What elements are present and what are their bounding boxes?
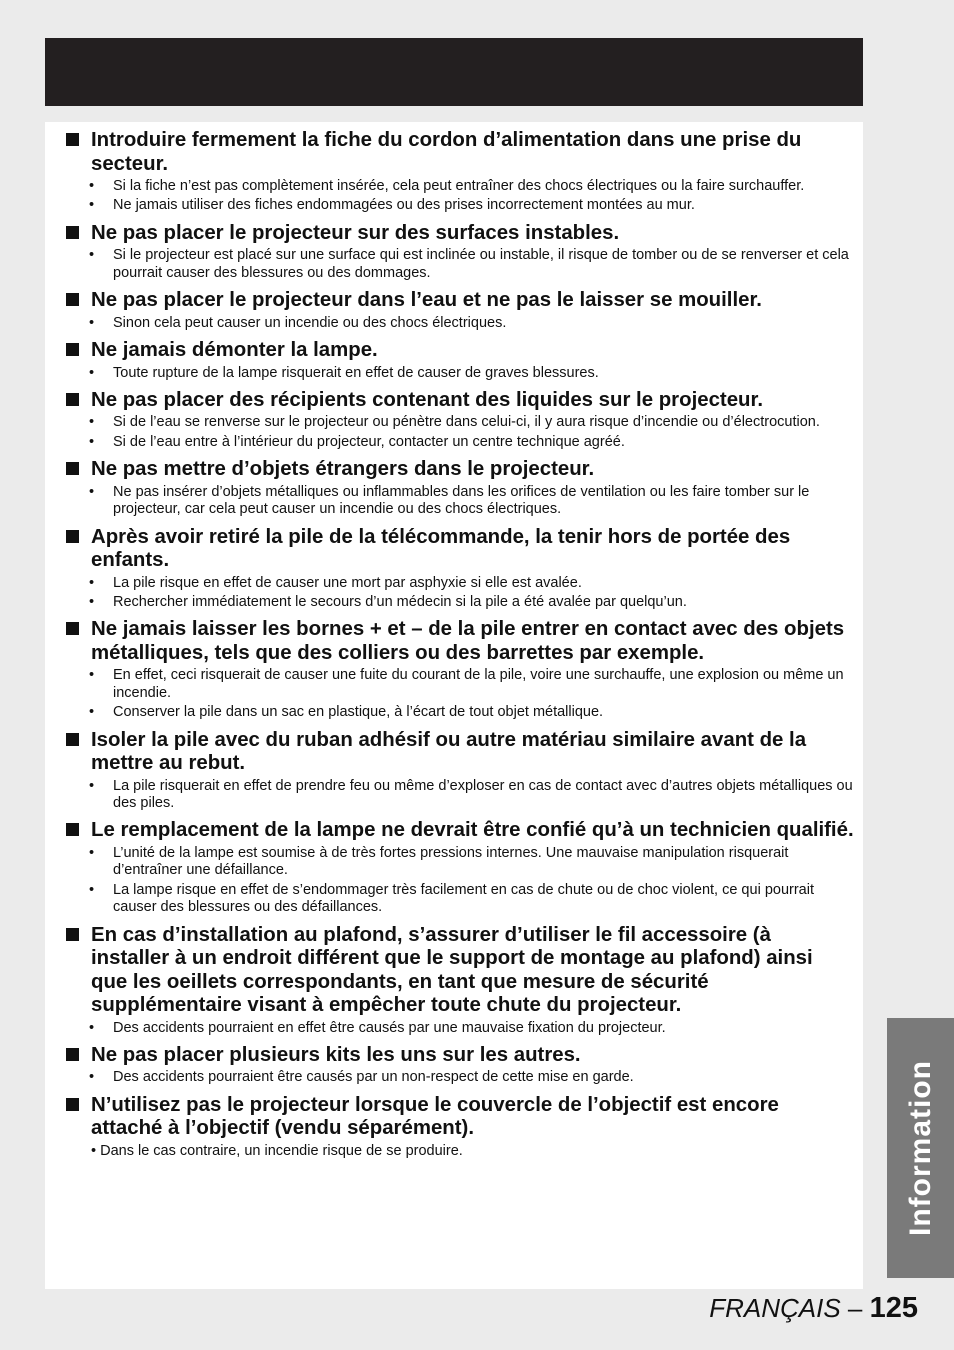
warning-section: [64, 819, 854, 916]
section-title: Le remplacement de la lampe ne devrait être confié qu’à un technicien qualifié.: [91, 819, 854, 842]
bullet-list: [64, 247, 854, 282]
bullet-item: [64, 778, 854, 813]
square-bullet-icon: [66, 393, 79, 406]
bullet-text: Ne jamais utiliser des fiches endommagées ou des prises incorrectement montées au mur.: [113, 197, 695, 214]
square-bullet-icon: [66, 823, 79, 836]
section-title: N’utilisez pas le projecteur lorsque le couvercle de l’objectif est encore attaché à l’objectif (vendu séparément).: [91, 1093, 779, 1140]
warning-section: [64, 924, 854, 1037]
bullet-text: Conserver la pile dans un sac en plastique, à l’écart de tout objet métallique.: [113, 704, 604, 721]
square-bullet-icon: [66, 928, 79, 941]
square-bullet-icon: [66, 530, 79, 543]
bullet-text: Rechercher immédiatement le secours d’un médecin si la pile a été avalée par quelqu’un.: [113, 593, 687, 610]
bullet-text: Si la fiche n’est pas complètement insérée, cela peut entraîner des chocs électriques ou la faire surchauffer.: [113, 178, 805, 194]
section-title: Ne jamais démonter la lampe.: [91, 339, 378, 362]
bullet-list: [64, 778, 854, 813]
bullet-text: Si le projecteur est placé sur une surface qui est inclinée ou instable, il risque de tomber ou de se renverser et cela pourrait causer des blessures ou des dommages.: [113, 247, 849, 281]
bullet-item: [64, 1069, 854, 1086]
bullet-item: [64, 845, 854, 880]
bullet-text: La lampe risque en effet de s’endommager très facilement en cas de chute ou de choc violent, ce qui pourrait causer des blessures ou des défaillances.: [113, 881, 814, 916]
section-title: Introduire fermement la fiche du cordon d’alimentation dans une prise du secteur.: [91, 129, 802, 175]
bullet-item: [64, 247, 854, 282]
bullet-dot-icon: •: [89, 247, 95, 264]
warning-section: [64, 729, 854, 813]
bullet-text: Ne pas insérer d’objets métalliques ou inflammables dans les orifices de ventilation ou les faire tomber sur le projecteur, car cela peut causer un incendie ou des chocs électriques.: [113, 483, 810, 518]
square-bullet-icon: [66, 1048, 79, 1061]
sections-list: [64, 129, 854, 1087]
section-title: Après avoir retiré la pile de la télécommande, la tenir hors de portée des enfants.: [91, 525, 791, 572]
square-bullet-icon: [66, 343, 79, 356]
warning-section: [64, 129, 854, 215]
bullet-list: [64, 1069, 854, 1086]
bullet-dot-icon: •: [89, 364, 95, 381]
bullet-list: [64, 365, 854, 382]
section-lens-cover: [64, 1094, 854, 1160]
bullet-list: [64, 575, 854, 612]
bullet-item: [64, 484, 854, 519]
bullet-dot-icon: •: [89, 844, 95, 861]
bullet-dot-icon: •: [89, 574, 95, 591]
section-title: Ne pas placer des récipients contenant des liquides sur le projecteur.: [91, 388, 763, 411]
bullet-text: Sinon cela peut causer un incendie ou des chocs électriques.: [113, 314, 507, 331]
bullet-dot-icon: •: [89, 777, 95, 794]
section-note: • Dans le cas contraire, un incendie risque de se produire.: [91, 1142, 463, 1159]
bullet-list: [64, 315, 854, 332]
bullet-text: Toute rupture de la lampe risquerait en effet de causer de graves blessures.: [113, 364, 599, 381]
bullet-dot-icon: •: [89, 178, 95, 194]
bullet-text: L’unité de la lampe est soumise à de très fortes pressions internes. Une mauvaise manipulation risquerait d’entraîner une défaillance.: [113, 844, 789, 879]
section-title: En cas d’installation au plafond, s’assurer d’utiliser le fil accessoire (à installer à un endroit différent que le support de montage au plafond) ainsi que les oeillets correspondants, en tant que mesure de sécurité supplémentaire visant à empêcher toute chute du projecteur.: [91, 923, 813, 1017]
bullet-dot-icon: •: [89, 593, 95, 610]
square-bullet-icon: [66, 293, 79, 306]
warning-section: [64, 389, 854, 451]
bullet-item: [64, 197, 854, 214]
warning-section: [64, 289, 854, 332]
bullet-item: [64, 882, 854, 917]
bullet-list: [64, 845, 854, 917]
bullet-item: [64, 575, 854, 592]
header-bar: [45, 38, 863, 106]
section-title: Ne pas placer le projecteur sur des surfaces instables.: [91, 221, 620, 244]
bullet-item: [64, 365, 854, 382]
square-bullet-icon: [66, 462, 79, 475]
footer-separator: –: [840, 1293, 870, 1323]
bullet-text: Si de l’eau se renverse sur le projecteur ou pénètre dans celui-ci, il y aura risque d’incendie ou d’électrocution.: [113, 414, 820, 431]
side-tab-information: [887, 1018, 954, 1278]
bullet-text: En effet, ceci risquerait de causer une fuite du courant de la pile, voire une surchauffe, une explosion ou même un incendie.: [113, 667, 844, 701]
square-bullet-icon: [66, 733, 79, 746]
bullet-item: [64, 315, 854, 332]
page-number: 125: [869, 1292, 918, 1324]
bullet-dot-icon: •: [89, 414, 95, 431]
content: [64, 129, 854, 1167]
section-title: Ne jamais laisser les bornes + et – de la pile entrer en contact avec des objets métalliques, tels que des colliers ou des barrettes par exemple.: [91, 618, 845, 664]
section-title: Isoler la pile avec du ruban adhésif ou autre matériau similaire avant de la mettre au rebut.: [91, 728, 807, 775]
bullet-item: [64, 1020, 854, 1037]
section-title: Ne pas placer plusieurs kits les uns sur les autres.: [91, 1043, 581, 1066]
bullet-item: [64, 178, 854, 195]
bullet-text: Des accidents pourraient en effet être causés par une mauvaise fixation du projecteur.: [113, 1019, 666, 1036]
warning-section: [64, 1044, 854, 1087]
warning-section: [64, 458, 854, 518]
bullet-dot-icon: •: [89, 881, 95, 898]
bullet-list: [64, 414, 854, 451]
bullet-text: La pile risquerait en effet de prendre feu ou même d’exploser en cas de contact avec d’autres objets métalliques ou des piles.: [113, 777, 853, 811]
side-tab-label: Information: [903, 1060, 937, 1236]
bullet-text: Des accidents pourraient être causés par un non-respect de cette mise en garde.: [113, 1069, 634, 1086]
bullet-list: [64, 484, 854, 519]
warning-section: [64, 526, 854, 612]
page-footer: [709, 1292, 918, 1325]
bullet-dot-icon: •: [89, 197, 95, 214]
square-bullet-icon: [66, 226, 79, 239]
warning-section: [64, 618, 854, 721]
bullet-dot-icon: •: [89, 704, 95, 721]
footer-language: FRANÇAIS: [709, 1293, 841, 1323]
bullet-dot-icon: •: [89, 1019, 95, 1036]
square-bullet-icon: [66, 1098, 79, 1111]
bullet-dot-icon: •: [89, 1069, 95, 1086]
bullet-item: [64, 434, 854, 451]
bullet-item: [64, 594, 854, 611]
bullet-item: [64, 667, 854, 702]
bullet-dot-icon: •: [89, 667, 95, 684]
warning-section: [64, 222, 854, 282]
bullet-dot-icon: •: [89, 314, 95, 331]
section-title: Ne pas mettre d’objets étrangers dans le projecteur.: [91, 458, 595, 481]
bullet-list: [64, 1020, 854, 1037]
bullet-item: [64, 414, 854, 431]
bullet-dot-icon: •: [89, 433, 95, 450]
bullet-item: [64, 704, 854, 721]
bullet-dot-icon: •: [89, 483, 95, 500]
square-bullet-icon: [66, 133, 79, 146]
bullet-text: La pile risque en effet de causer une mort par asphyxie si elle est avalée.: [113, 574, 582, 591]
square-bullet-icon: [66, 622, 79, 635]
bullet-text: Si de l’eau entre à l’intérieur du projecteur, contacter un centre technique agréé.: [113, 433, 625, 450]
section-title: Ne pas placer le projecteur dans l’eau et ne pas le laisser se mouiller.: [91, 289, 762, 312]
warning-section: [64, 339, 854, 382]
bullet-list: [64, 178, 854, 215]
bullet-list: [64, 667, 854, 721]
